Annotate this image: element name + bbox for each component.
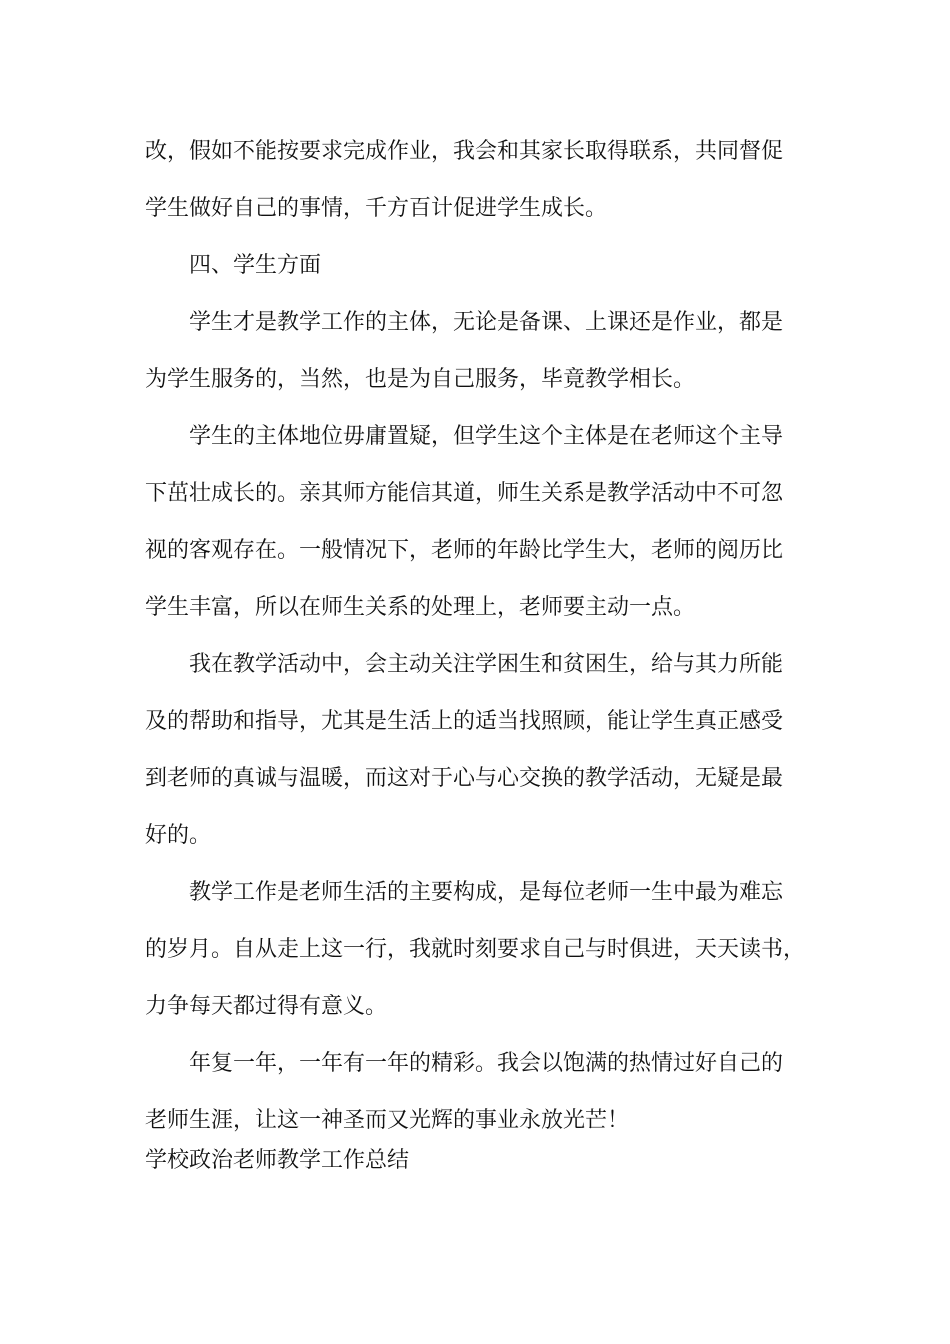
document-body: [145, 128, 810, 1194]
text-line: 教学工作是老师生活的主要构成，是每位老师一生中最为难忘: [189, 880, 784, 905]
text-line: 学生的主体地位毋庸置疑，但学生这个主体是在老师这个主导: [189, 424, 784, 449]
text-line: 的岁月。自从走上这一行，我就时刻要求自己与时俱进，天天读书，: [145, 937, 806, 962]
text-line: 学生才是教学工作的主体，无论是备课、上课还是作业，都是: [189, 310, 784, 335]
text-line: 及的帮助和指导，尤其是生活上的适当找照顾，能让学生真正感受: [145, 709, 784, 734]
text-line: 好的。: [145, 823, 212, 848]
text-line: 力争每天都过得有意义。: [145, 994, 388, 1019]
text-line: 我在教学活动中，会主动关注学困生和贫困生，给与其力所能: [189, 652, 784, 677]
section-heading: 四、学生方面: [189, 253, 322, 278]
text-line: 学生做好自己的事情，千方百计促进学生成长。: [145, 196, 608, 221]
text-line: 年复一年，一年有一年的精彩。我会以饱满的热情过好自己的: [189, 1051, 784, 1076]
text-line: 为学生服务的，当然，也是为自己服务，毕竟教学相长。: [145, 367, 696, 392]
text-line: 老师生涯，让这一神圣而又光辉的事业永放光芒！: [145, 1108, 630, 1133]
text-line: 视的客观存在。一般情况下，老师的年龄比学生大，老师的阅历比: [145, 538, 784, 563]
text-line: 改，假如不能按要求完成作业，我会和其家长取得联系，共同督促: [145, 139, 784, 164]
text-line: 下茁壮成长的。亲其师方能信其道，师生关系是教学活动中不可忽: [145, 481, 784, 506]
text-line: 学生丰富，所以在师生关系的处理上，老师要主动一点。: [145, 595, 696, 620]
next-document-title: 学校政治老师教学工作总结: [145, 1148, 410, 1173]
text-line: 到老师的真诚与温暖，而这对于心与心交换的教学活动，无疑是最: [145, 766, 784, 791]
